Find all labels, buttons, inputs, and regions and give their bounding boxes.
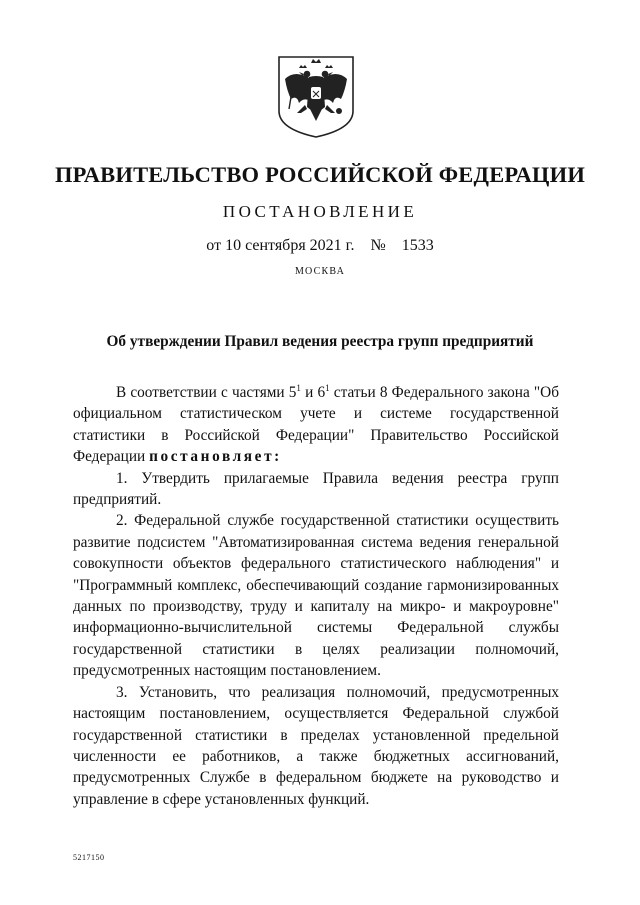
preamble-text-2: и 6 bbox=[300, 384, 326, 401]
item-1: 1. Утвердить прилагаемые Правила ведения реестра групп предприятий. bbox=[73, 469, 559, 509]
preamble-text-3: статьи 8 Федерального закона "Об официальном статистическом учете и системе государственной статистики в Российской Федерации" Правительство Российской Федерации bbox=[73, 384, 560, 466]
footer-code: 5217150 bbox=[73, 853, 105, 862]
organization-name: ПРАВИТЕЛЬСТВО РОССИЙСКОЙ ФЕДЕРАЦИИ bbox=[54, 162, 586, 187]
document-title: Об утверждении Правил ведения реестра групп предприятий bbox=[106, 333, 534, 350]
coat-of-arms-icon bbox=[277, 55, 355, 139]
number-sign: № bbox=[370, 237, 386, 254]
resolves-word: постановляет: bbox=[149, 448, 282, 466]
item-3: 3. Установить, что реализация полномочий, предусмотренных настоящим постановлением, осуществляется Федеральной службой государственной статистики в пределах установленной предельной численности ее работников, а также бюджетных ассигнований, предусмотренных Службе в федеральном бюджете на руководство и управление в сфере установленных функций. bbox=[73, 683, 559, 808]
document-type: ПОСТАНОВЛЕНИЕ bbox=[222, 202, 418, 221]
date-line bbox=[0, 237, 640, 255]
superscript-1: 1 bbox=[296, 383, 301, 393]
city: МОСКВА bbox=[294, 266, 346, 277]
document-number: 1533 bbox=[401, 237, 434, 254]
item-2: 2. Федеральной службе государственной статистики осуществить развитие подсистем "Автоматизированная система ведения генеральной совокупности объектов федерального статистического наблюдения" и "Программный комплекс, обеспечивающий создание гармонизированных данных по производству, труду и капиталу на микро- и макроуровне" информационно-вычислительной системы Федеральной службы государственной статистики в целях реализации полномочий, предусмотренных настоящим постановлением. bbox=[73, 512, 559, 680]
document-date: от 10 сентября 2021 г. bbox=[206, 237, 355, 254]
preamble-text-1: В соответствии с частями 5 bbox=[116, 384, 297, 401]
superscript-2: 1 bbox=[325, 383, 330, 393]
preamble-paragraph bbox=[73, 382, 559, 468]
document-body bbox=[73, 382, 559, 810]
